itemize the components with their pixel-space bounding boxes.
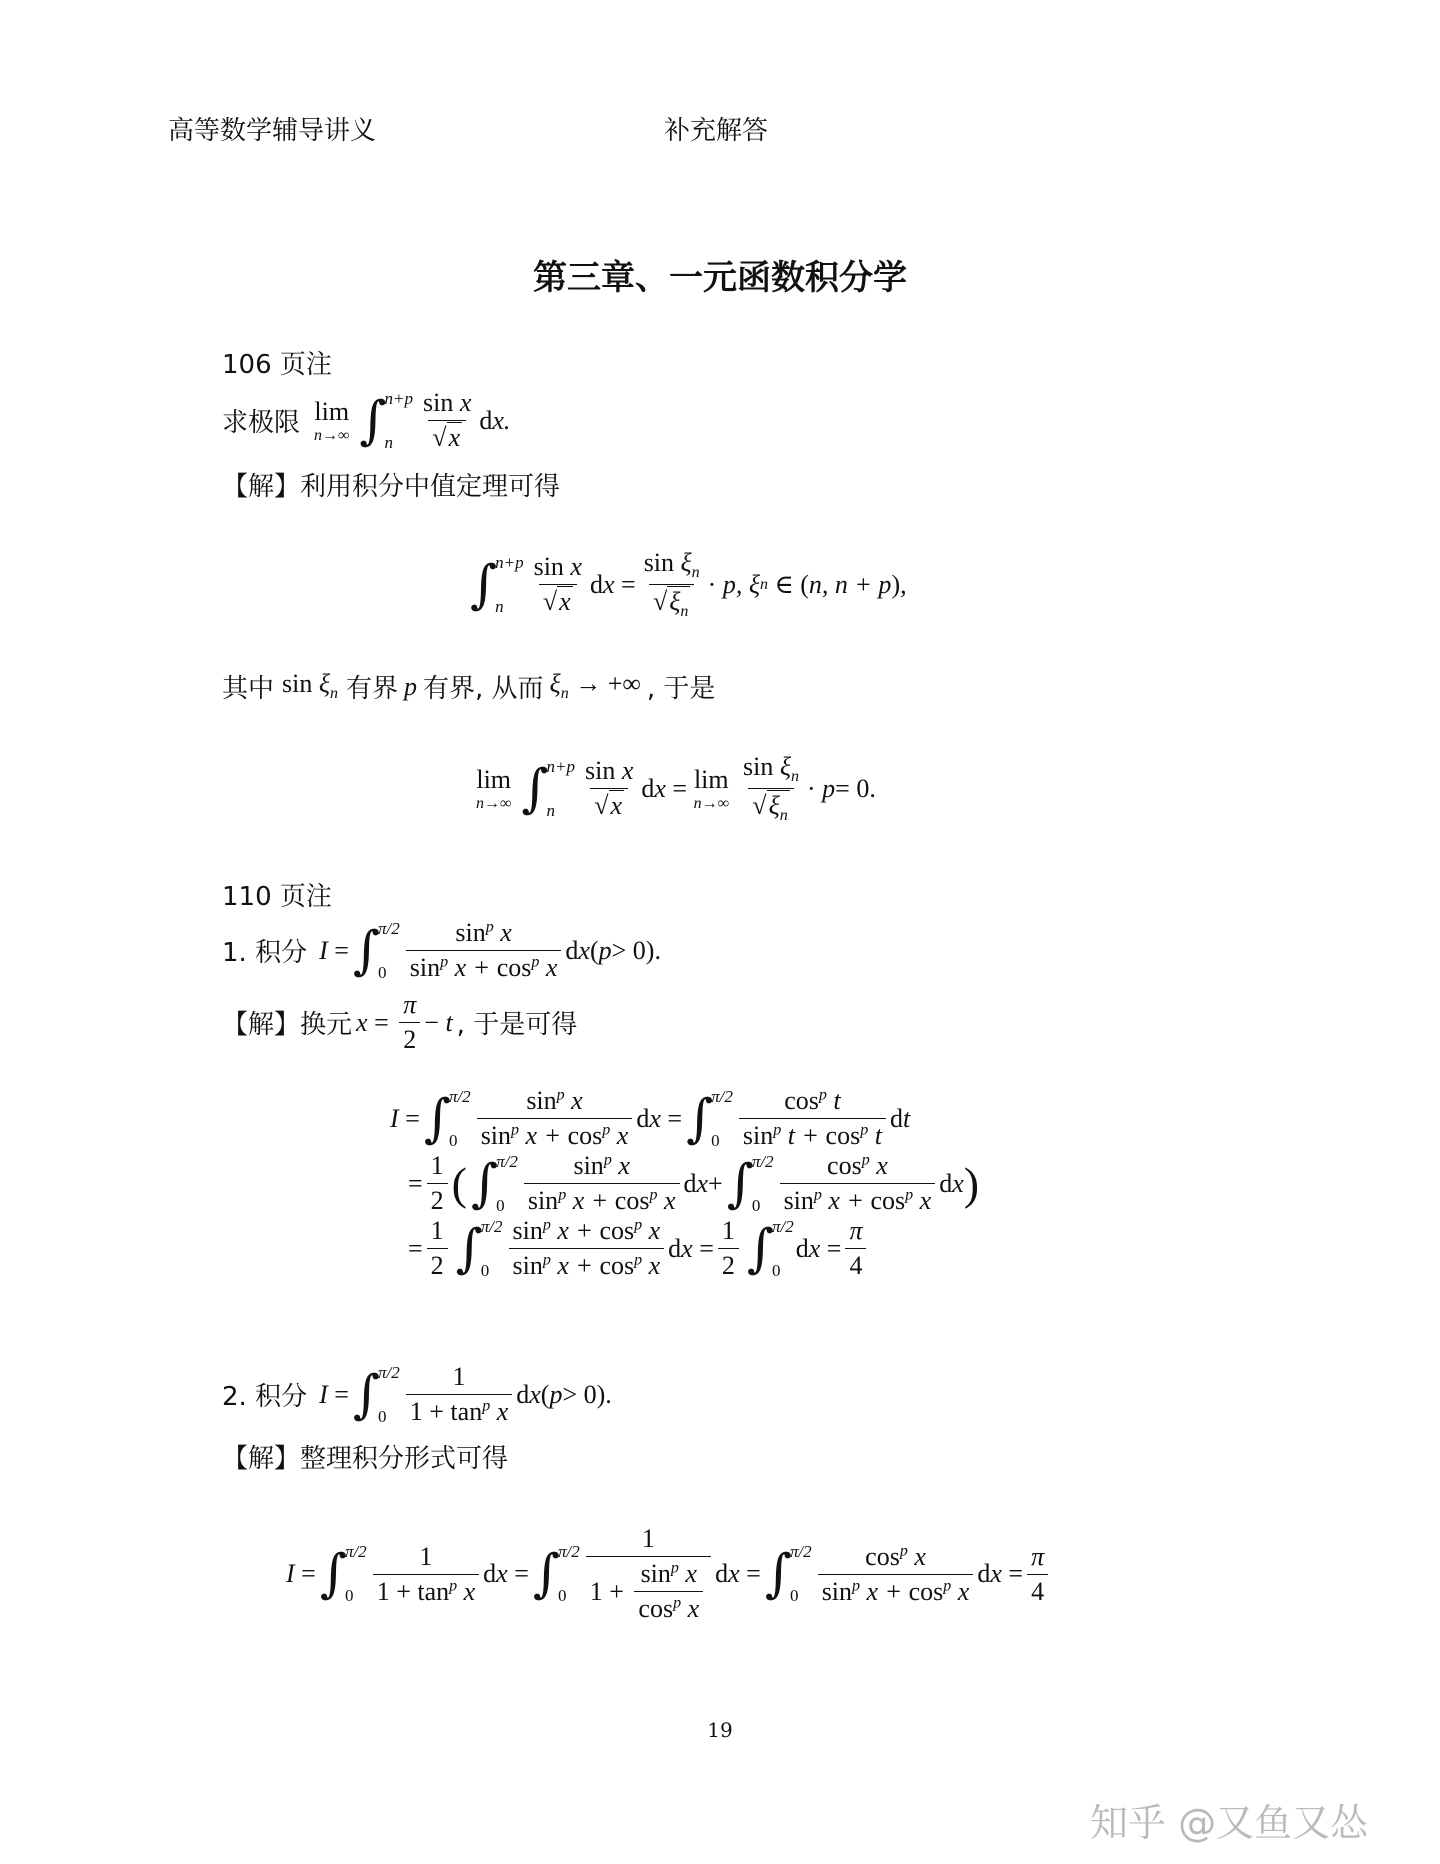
middle-text-106: 其中 $\sin \xi_n$ 有界 p 有界, 从而 $\xi_n$ → +∞ , 于是	[222, 669, 716, 704]
problem-106-formula: lim n→∞ ∫ n+p n $\frac{\text{sin x}}{√x}$ d x.	[314, 388, 511, 452]
page-number: 19	[707, 1718, 733, 1742]
section-heading-110: 110 页注	[222, 882, 332, 912]
solution-106-label: 【解】利用积分中值定理可得	[222, 472, 561, 502]
header-right: 补充解答	[664, 116, 769, 146]
formula-tan-integral: I = ∫ π/2 0 $\frac{1}{1 + \tan^p x}$ d x = ∫ π/2 0 1 1 + $\frac{\sin^p x}{\cos^p x}$ d x = ∫ π/2 0 $\frac{\cos^p x}{\sin^p x + \cos^p x}$ d x = $\frac{\pi}{4}$	[286, 1524, 1052, 1624]
section-heading-106: 106 页注	[222, 350, 332, 380]
problem-110-1: 1. 积分 I = ∫ π/2 0 $\frac{\sin^p x}{\sin^p x + \cos^p x}$ d x ( p > 0).	[222, 918, 661, 982]
header-left: 高等数学辅导讲义	[168, 116, 377, 146]
watermark: 知乎 @又鱼又怂	[1090, 1801, 1369, 1845]
problem-106	[222, 388, 510, 453]
problem-110-2: 2. 积分 I = ∫ π/2 0 $\frac{1}{1 + \tan^p x}$ d x ( p > 0).	[222, 1362, 612, 1426]
formula-substitution: I = ∫ π/2 0 $\frac{\sin^p x}{\sin^p x + \cos^p x}$ d x = ∫ π/2 0 $\frac{\cos^p t}{\sin^p t + \cos^p t}$ d t = $\frac{1}{2}$ ( ∫ π/2 0 $\frac{\sin^p x}{\sin^p x + \cos^p x}$ d x + ∫ π/2 0 $\frac{\cos^p x}{\sin^p x + \cos^p x}$ d x ) = $\frac{1}{2}$ ∫ π/2 0 $\frac{\sin^p x + \cos^p x}{\sin^p x + \cos^p x}$ d x = $\frac{1}{2}$ ∫ π/2 0 d x = $\frac{\pi}{4}$	[390, 1086, 980, 1280]
formula-limit-result: lim n→∞ ∫ n+p n $\frac{\text{sin x}}{√x}$ d x = lim n→∞ $\frac{\sin \xi_n}{√\xi_n}$ · p = 0.	[476, 752, 876, 825]
solution-110-2-label: 【解】整理积分形式可得	[222, 1444, 509, 1474]
problem-106-prefix: 求极限	[222, 408, 301, 438]
solution-110-1-line: 【解】换元 x = $\frac{\pi}{2}$ − t , 于是可得	[222, 990, 578, 1054]
chapter-title: 第三章、一元函数积分学	[533, 258, 907, 298]
formula-mean-value: ∫ n+p n $\frac{\text{sin x}}{√x}$ d x = $\frac{\sin \xi_n}{√\xi_n}$ · p, ξ n ∈ ( n, n + p ),	[470, 548, 907, 621]
